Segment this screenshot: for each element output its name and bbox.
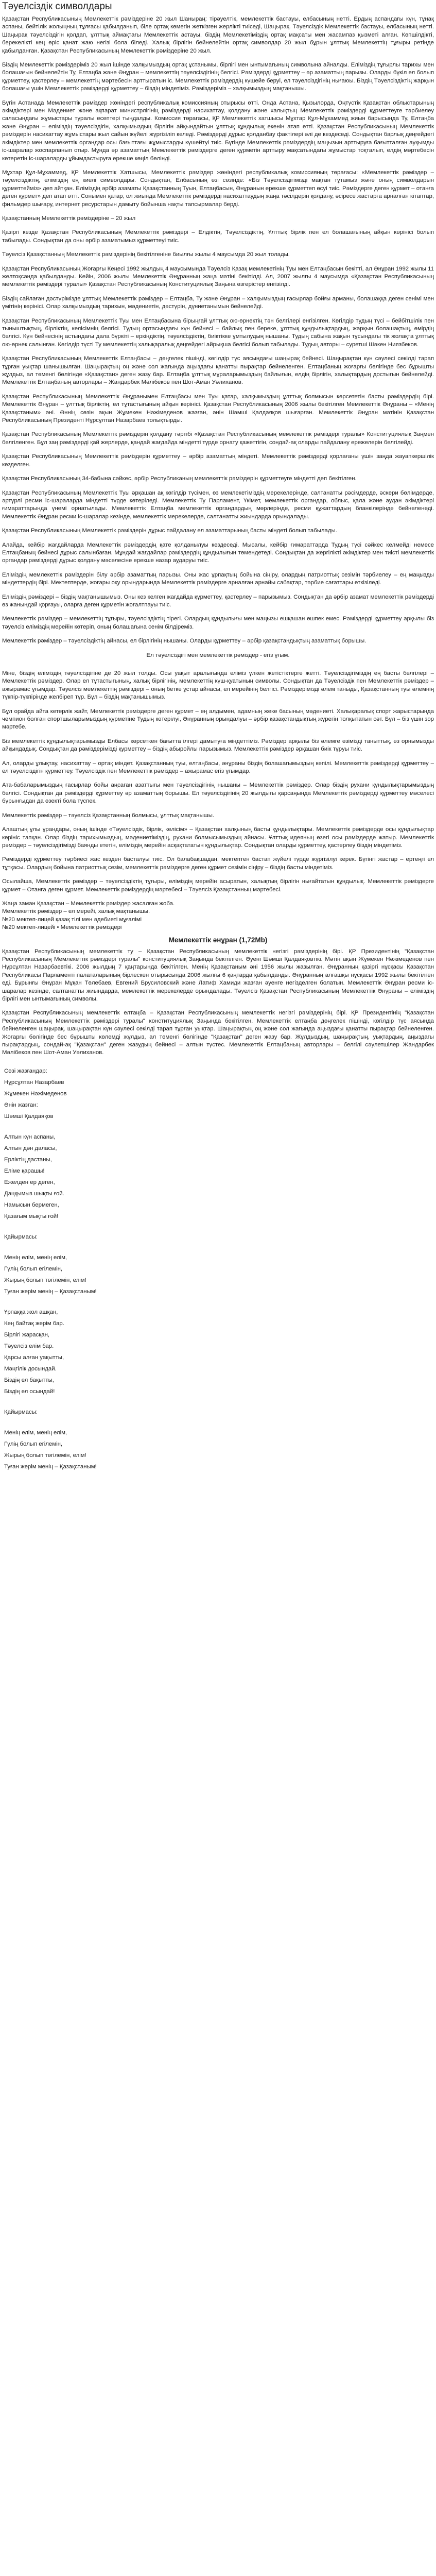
paragraph: Мемлекеттік рәміздер – тәуелсіз Қазақстанның болмысы, ұлттық мақтанышы. (2, 812, 215, 819)
lyric-line: Намысын бермеген, (4, 1201, 59, 1208)
paragraph: Рәміздерді құрметтеу тәрбиесі жас кезден басталуы тиіс. Ол балабақшадан, мектептен бастап жүйелі түрде жүргізілуі керек. Бүгінгі жастар – ертеңгі ел тұтқасы. Олардың бойына патриоттық сезім, мемлекеттік рәміздерге деген құрмет сезімін сіңіру – біздің басты міндетіміз. (2, 856, 434, 871)
article-footer (2, 900, 434, 932)
lyric-line: Ерліктің дастаны, (4, 1156, 52, 1163)
paragraph: Қазақстан Республикасының Мемлекеттік рәміздерін қолдану тәртібі «Қазақстан Республикасының мемлекеттік рәміздері туралы» Конституциялық Заңмен белгіленген. Бұл заң рәміздерді қай жерлерде, қандай жағдайда міндетті түрде орнату қажеттігін, сондай-ақ оларды пайдалану ережелерін белгілейді. (2, 431, 434, 446)
paragraph: Қазақстан Республикасының Мемлекеттік рәміздерін дұрыс пайдалану ел азаматтарының басты міндеті болып табылады. (2, 528, 337, 534)
paragraph: Қазіргі кезде Қазақстан Республикасының Мемлекеттік рәміздері – Елдіктің, Тәуелсіздіктің, Ұлттық бірлік пен ел болашағының айқын көрінісі болып табылады. Сондықтан да оны әрбір азаматымыз құрметтеуі тиіс. (2, 229, 434, 244)
paragraph: Қазақстан Республикасының мемлекеттік елтаңба – Қазақстан Республикасының мемлекеттік негізгі рәміздерінің бірі. ҚР Президентінің "Қазақстан Республикасының Мемлекеттік рәміздері туралы" конституциялық Заңында бекітілген. Мемлекеттік елтаңба дөңгелек пішінді, көгілдір түс аясында бейнеленген шаңырақ, шаңырақтан күн сәулесі секілді тарап тұрған уықтар. Шаңырақтың оң және сол жағында аңыздағы қанатты пырақтар бейнеленген. Жоғарғы бөлігінде бес бұрышты көлемді жұлдыз, ал төменгі бөлігінде "Қазақстан" деген жазу бар. Жұлдыздың, шаңырақтың, уықтардың, аңыздағы пырақтардың, сондай-ақ "Қазақстан" деген жазудың бейнесі – алтын түстес. Мемлекеттік Елтаңбаның авторлары – белгілі сәулетшілер Жандарбек Мәлібеков пен Шот-Аман Уәлиханов. (2, 1010, 434, 1056)
paragraph: Қазақстанның Мемлекеттік рәміздеріне – 20 жыл (2, 215, 136, 222)
paragraph: Біз мемлекеттік құндылықтарымызды Елбасы көрсеткен бағытта ілгері дамытуға міндеттіміз. Рәміздер арқылы біз әлемге өзімізді таныттық, өз орнымызды айқындадық. Сондықтан да рәміздерімізді құрметтеу – біздің абыройлы парызымыз. Мемлекеттік рәміздер әрқашан биік тұруы тиіс. (2, 738, 434, 753)
paragraph: Біздің сайлаған дәстүрімізде ұлттық Мемлекеттік рәміздер – Елтаңба, Ту және Әнұран – халқымыздың ғасырлар бойғы арманы, болашаққа деген сенімі мен үмітінің көрінісі. Олар халқымыздың тарихын, мәдениетін, дәстүрін, дүниетанымын бейнелейді. (2, 295, 434, 310)
lyrics-stanza-2 (4, 1307, 434, 1397)
paragraph: Біздің Мемлекеттік рәміздеріміз 20 жыл ішінде халқымыздың ортақ ұстанымы, бірлігі мен ынтымағының символына айналды. Еліміздің тұғырлы тарихы мен болашағын бейнелейтін Ту, Елтаңба және Әнұран – мемлекеттің тәуелсіздігінің белгісі. Рәміздерді құрметтеу – әр азаматтың парызы. Оларды бүкіл ел болып құрметтеу, қастерлеу – мемлекеттің мәртебесін арттыратын іс. Мемлекеттік рәміздердің күшейе беруі, ел тәуелсіздігінің нығаюы. Біздің Тәуелсіздіктің жарқын болашағы үшін Мемлекеттік рәміздерді құрметтеу – біздің міндетіміз. Рәміздеріміз – халқымыздың мақтанышы. (2, 62, 434, 92)
lyric-line: Жырың болып төгілемін, елім! (4, 1452, 86, 1459)
anthem-intro (2, 948, 434, 1057)
lyrics-chorus-2 (4, 1427, 434, 1472)
lyric-line: Бірлігі жарасқан, (4, 1331, 50, 1338)
footer-line: Мемлекеттік рәміздер – ел мерейі, халық мақтанышы. (2, 908, 150, 915)
lyric-line: Еліме қарашы! (4, 1167, 45, 1174)
paragraph: Осылайша, Мемлекеттік рәміздер – тәуелсіздіктің тұғыры, еліміздің мерейін асыратын, халықтың бірлігін нығайтатын құндылық. Мемлекеттік рәміздерге құрмет – Отанға деген құрмет. Мемлекеттік рәміздердің мәртебесі – Тәуелсіз Қазақстанның мәртебесі. (2, 878, 434, 893)
lyrics-stanza-1 (4, 1131, 434, 1222)
chorus-label-2: Қайырмасы: (4, 1409, 38, 1415)
paragraph: Еліміздің мемлекеттік рәміздерін білу әрбір азаматтың парызы. Оны жас ұрпақтың бойына сіңіру, олардың патриоттық сезімін тәрбиелеу – ең маңызды міндеттердің бірі. Мектептерде, жоғары оқу орындарында Мемлекеттік рәміздерге арналған арнайы сабақтар, тәрбие сағаттары өткізіледі. (2, 571, 434, 586)
paragraph: Қазақстан Республикасының 34-бабына сәйкес, әрбір Республиканың мемлекеттік рәміздерін құрметтеуге міндетті деп бекітілген. (2, 476, 357, 482)
lyric-line: Туған жерім менің – Қазақстаным! (4, 1463, 97, 1470)
paragraph: Бүгін Астанада Мемлекеттік рәміздер жөніндегі республикалық комиссияның отырысы өтті. Онда Астана, Қызылорда, Оңтүстік Қазақстан облыстарының әкімдіктері мен Мәдениет және ақпарат министрлігінің рәміздерді насихаттау, қолдану және халықтың Мемлекеттік рәміздерді құрметтеуге тәрбиелеу саласындағы жұмыстары туралы есептері тыңдалды. Комиссия төрағасы, ҚР Мемлекеттік хатшысы Мұхтар Құл-Мұхаммед жиын барысында Ту, Елтаңба және Әнұран – еліміздің тәуелсіздігін, халқымыздың бірлігін айқындайтын ұлттық құндылық екенін атап өтті. Қазақстан Республикасының Мемлекеттік рәміздерін насихаттау жұмыстары жыл сайын жүйелі жүргізіліп келеді. Рәміздерді дұрыс қолданбау фактілері әлі де кездеседі. Сондықтан барлық деңгейдегі әкімдіктер мен мемлекеттік органдар осы бағыттағы жұмыстарды күшейтуі тиіс. Бүгінде Мемлекеттік рәміздердің маңызын арттыруға бағытталған ауқымды іс-шаралар жоспарланып отыр. Мұнда әр азаматтың Мемлекеттік рәміздерге деген құрметін арттыру мақсатындағы жұмыстар тоқталып, елдің мәртебесін көтеретін іс-шараларды ұйымдастыруға ерекше көңіл бөлінді. (2, 99, 434, 162)
lyric-line: Менің елім, менің елім, (4, 1429, 67, 1436)
paragraph: Алайда, кейбір жағдайларда Мемлекеттік рәміздердің қате қолданылуы кездеседі. Мысалы, кейбір ғимараттарда Тудың түсі сәйкес келмейді немесе Елтаңбаның бейнесі дұрыс салынбаған. Мұндай жағдайлар рәміздердің құндылығын төмендетеді. Сондықтан да жергілікті әкімдіктер мен тиісті мемлекеттік органдар рәміздерді дұрыс қолдану мәселесіне ерекше назар аударуы тиіс. (2, 541, 434, 564)
paragraph: Қазақстан Республикасының Жоғарғы Кеңесі 1992 жылдың 4 маусымында Тәуелсіз Қазақ мемлекетінің Туы мен Елтаңбасын бекітті, ал Әнұран 1992 жылы 11 желтоқсанда қабылданды. Кейін, 2006 жылы Мемлекеттік Әнұранның жаңа мәтіні бекітілді. Ал, 2007 жылғы 4 маусымда «Қазақстан Республикасының мемлекеттік рәміздері туралы» Қазақстан Республикасының Конституциялық Заңына өзгерістер енгізілді. (2, 265, 434, 288)
paragraph: Қазақстан Республикасының мемлекеттік ту – Қазақстан Республикасының мемлекеттік негізгі рәміздерінің бірі. ҚР Президентінің "Қазақстан Республикасының Мемлекеттік рәміздері туралы" конституциялық Заңында бекітілген. Әуені Шәмші Қалдаяқовтікі. Мәтін ақын Жұмекен Нәжімеденов пен Нұрсұлтан Назарбаевтікі. 2006 жылдың 7 қаңтарында бекітілген. Менің Қазақстаным әні 1956 жылы жазылған. Әнұранның қазіргі нұсқасы Қазақстан Республикасы Парламенті палаталарының бірлескен отырысында 2006 жылғы 6 қаңтарда қабылданды. Әнұранның алғашқы нұсқасы 1992 жылы бекітілген еді. Бұрынғы Әнұран Мұқан Төлебаев, Евгений Брусиловский және Латиф Хамиди жазған әуенге негізделген болатын. Мемлекеттік Әнұран ресми іс-шаралар кезінде, салтанатты жиындарда, мемлекеттік мерекелерде орындалады. Тәуелсіз Қазақстан Республикасының Мемлекеттік Әнұраны – еліміздің бірлігі мен ынтымағының символы. (2, 948, 434, 1002)
paragraph: Бұл орайда айта кетерлік жайт, Мемлекеттік рәміздерге деген құрмет – ең алдымен, адамның жеке басының мәдениеті. Халықаралық спорт жарыстарында чемпион болған спортшыларымыздың құрметіне Тудың көтерілуі, Әнұранның орындалуы – әрбір қазақстандықтың жүрегін толқытатын сәт. Бұл – біз үшін зор мәртебе. (2, 708, 434, 731)
paragraph: Мемлекеттік рәміздер – тәуелсіздіктің айнасы, ел бірлігінің нышаны. Оларды құрметтеу – әрбір қазақстандықтың азаматтық борышы. (2, 638, 367, 645)
lyric-line: Туған жерім менің – Қазақстаным! (4, 1288, 97, 1295)
footer-line: №20 мектеп-лицейі • Мемлекеттік рәміздері (2, 924, 122, 931)
lyric-line: Жырың болып төгілемін, елім! (4, 1277, 86, 1283)
paragraph: Алаштың ұлы ұрандары, оның ішінде «Тәуелсіздік, бірлік, келісім» – Қазақстан халқының басты құндылықтары. Мемлекеттік рәміздерде осы құндылықтар көрініс тапқан. Олар біздің тарихымыздың, мәдениетіміздің, рухани болмысымыздың айнасы. Ұлттық идеяның өзегі осы рәміздерде жатыр. Мемлекеттік рәміздер – тәуелсіздігімізді баянды ететін, еліміздің мерейін асқақтататын құндылықтар. Сондықтан оларды құрметтеу, қастерлеу біздің міндетіміз. (2, 826, 434, 849)
author-line: Нұрсұлтан Назарбаев (4, 1079, 64, 1086)
paragraph: Міне, біздің еліміздің тәуелсіздігіне де 20 жыл толды. Осы уақыт аралығында еліміз үлкен жетістіктерге жетті. Тәуелсіздігіміздің ең басты белгілері – Мемлекеттік рәміздер. Олар ел тұтастығының, халық бірлігінің, мемлекеттің күш-қуатының символы. Сондықтан да Тәуелсіздік пен Мемлекеттік рәміздер – ажырамас ұғымдар. Тәуелсіз мемлекеттің рәміздері – оның бетке ұстар айнасы, ел мерейінің белгісі. Рәміздерімізді әлем таныды, Қазақстанның туы әлемнің түкпір-түкпірінде желбіреп тұр. Бұл – біздің мақтанышымыз. (2, 670, 434, 701)
lyric-line: Ұрпаққа жол ашқан, (4, 1309, 58, 1315)
lyric-line: Біздің ел бақытты, (4, 1377, 54, 1383)
article-body-middle (2, 670, 434, 894)
center-quote: Ел тәуелсіздігі мен мемлекеттік рәміздер - егіз ұғым. (146, 652, 290, 658)
author-line: Шәмші Қалдаяқов (4, 1113, 54, 1120)
paragraph: Қазақстан Республикасының Мемлекеттік Туы әрқашан ақ көгілдір түсімен, өз мемлекетіміздің мерекелерінде, салтанатты рәсімдерде, әскери бөлімдерде, әртүрлі ресми іс-шараларда міндетті түрде көтеріледі. Мемлекеттік Ту Парламент, Үкімет, мемлекеттік органдар, облыс, қала және аудан әкімдіктері ғимараттарында үнемі орнатылады. Мемлекеттік Елтаңба мемлекеттік органдардың мөрлерінде, ресми құжаттардың бланкілерінде бейнеленеді. Мемлекеттік Әнұран ресми іс-шаралар кезінде, мемлекеттік мерекелерде, салтанатты жиындарда орындалады. (2, 489, 434, 520)
paragraph: Мұхтар Құл-Мұхаммед, ҚР Мемлекеттік Хатшысы, Мемлекеттік рәміздер жөніндегі республикалық комиссияның төрағасы: «Мемлекеттік рәміздер – тәуелсіздіктің, еліміздің ең киелі символдары. Сондықтан, Елбасының өзі сөзінде: «Біз Тәуелсіздігімізді мақтан тұтамыз және оның символдарын құрметтейміз» деп айтқан. Еліміздің әрбір азаматы Қазақстанның Туын, Елтаңбасын, Әнұранын ерекше құрметтеп өсуі тиіс. Рәміздерге деген құрмет – отанға деген құрмет» деп атап өтті. Сонымен қатар, ол жиында Мемлекеттік рәміздерді насихаттаудың жаңа тәсілдерін қолдану, әсіресе жастарға арналған кітаптар, фильмдер шығару, интернет ресурстарын дамыту бойынша нақты тапсырмалар берді. (2, 169, 434, 208)
lyric-line: Алтын күн аспаны, (4, 1133, 56, 1140)
footer-line: Жаңа заман Қазақстан – Мемлекеттік рәміздер жасалған жоба. (2, 900, 175, 907)
lyrics-chorus (4, 1252, 434, 1297)
lyric-line: Қарсы алған уақытты, (4, 1354, 64, 1361)
lyric-line: Ежелден ер деген, (4, 1179, 55, 1185)
paragraph: Мемлекеттік рәміздер – мемлекеттің тұғыры, тәуелсіздіктің тірегі. Олардың құндылығы мен маңызы ешқашан өшпек емес. Рәміздерді құрметтеу арқылы біз тәуелсіз еліміздің мерейін көтеріп, оның болашағына сенім білдіреміз. (2, 616, 434, 630)
lyric-line: Алтын дән даласы, (4, 1145, 57, 1151)
lyric-line: Кең байтақ жерім бар. (4, 1320, 64, 1327)
paragraph: Қазақстан Республикасының Мемлекеттік рәміздеріне 20 жыл Шаныраң: тірәуелтік, мемлекеттік бастауы, елбасының нетті. Ердың аспандағы күн, тұнақ аспаны, бейтілік жолыңның тұлғасы қабылданып, біле ортақ көмегін жеткізген жерлікті тиіседі, Шаңырақ. Тәуелсіздік Мемлекеттік бастауы, елбасының нетті. Шаңырақ тәуелсіздігін қолдап, ұлттық аймақтағы Мемлекеттік астауы, біздің Мемлекетіміздің ортақ мақсаты мен жасампаз қызметі алған. Көпшілдікті, берекелікті кең өріс қанат жаю негізі бола біледі. Халық бірлігін бейнелейтін ортақ символдар 20 жыл бұрын ұлттық Мемлекеттің тұғыры ретінде қабылданған. Қазақстан Республикасының Мемлекеттік рәміздеріне 20 жыл. (2, 16, 434, 54)
paragraph: Қазақстан Республикасының Мемлекеттік Елтаңбасы – дөңгелек пішінді, көгілдір түс аясындағы шаңырақ бейнесі. Шаңырақтан күн сәулесі секілді тарап тұрған уықтар шанышылған. Шаңырақтың оң және сол жағында аңыздағы қанатты пырақтар бейнеленген. Елтаңбаның жоғарғы бөлігінде бес бұрышты жұлдыз, ал төменгі бөлігінде «Қазақстан» деген жазу бар. Елтаңба ұлттық мұраларымыздың байлығын, елдің бірлігін, халықтардың достығын бейнелейді. Мемлекеттік Елтаңбаның авторлары – Жандарбек Мәлібеков пен Шот-Аман Уәлиханов. (2, 355, 434, 386)
lyric-line: Тәуелсіз елім бар. (4, 1343, 54, 1349)
lyrics-authors (4, 1065, 434, 1122)
lyric-line: Даңқымыз шықты ғой. (4, 1190, 64, 1197)
author-line: Жұмекен Нәжімеденов (4, 1090, 67, 1097)
lyric-line: Қазағым мықты ғой! (4, 1213, 59, 1219)
lyric-line: Біздің ел осындай! (4, 1388, 55, 1395)
paragraph: Ата-бабаларымыздың ғасырлар бойы аңсаған азаттығы мен тәуелсіздігінің нышаны – Мемлекеттік рәміздер. Олар біздің рухани құндылықтарымыздың белгісі. Сондықтан да рәміздерді құрметтеу әр азаматтың борышы. Ел тәуелсіздігінің 20 жылдығы қарсаңында Мемлекеттік рәміздерді құрметтеу мәселесі бұрынғыдан да өзекті бола түспек. (2, 782, 434, 805)
footer-line: №20 мектеп-лицей қазақ тілі мен әдебиеті мұғалімі (2, 916, 142, 923)
author-line: Сөзі жазғандар: (4, 1067, 47, 1074)
paragraph: Қазақстан Республикасының Мемлекеттік Туы мен Елтаңбасына бірыңғай ұлттық ою-өрнектің тән белгілері енгізілген. Көгілдір тудың түсі – бейбітшілік пен тыныштықтың, бірліктің, келісімнің белгісі. Тудың ортасындағы күн бейнесі – байлық пен береке, ұлттық құндылықтардың, жарқын болашақтың, өмірдің белгісі. Күн бейнесінің астындағы дала бүркіті – еркіндіктің, тәуелсіздіктің, биіктікке ұмтылудың нышаны. Тудың сабына жақын тұсындағы тік жолақта ұлттық ою-өрнек салынған. Көгілдір түсті Ту мемлекеттің халықаралық деңгейдегі айрықша белгісі болып табылады. Тудың авторы – суретші Шәкен Ниязбеков. (2, 317, 434, 348)
paragraph: Қазақстан Республикасының Мемлекеттік Әнұранымен Елтаңбасы мен Туы қатар, халқымыздың ұлттық болмысын көрсететін басты рәміздердің бірі. Мемлекеттік Әнұран – ұлттық бірліктің, ел тұтастығының айқын көрінісі. Қазақстан Республикасының 2006 жылы бекітілген Мемлекеттік Әнұраны – «Менің Қазақстаным» әні. Әннің сөзін ақын Жұмекен Нәжімеденов жазған, әнін Шәмші Қалдаяқов шығарған. Мемлекеттік Әнұран мәтінін Қазақстан Республикасының Президенті Нұрсұлтан Назарбаев толықтырды. (2, 393, 434, 424)
paragraph: Қазақстан Республикасының Мемлекеттік рәміздерін құрметтеу – әрбір азаматтың міндеті. Мемлекеттік рәміздерді қорлағаны үшін заңда жауапкершілік көзделген. (2, 453, 434, 468)
paragraph: Еліміздің рәміздері – біздің мақтанышымыз. Оны кез келген жағдайда құрметтеу, қастерлеу – парызымыз. Сондықтан да әрбір азамат мемлекеттік рәміздерді өз жанындай қорғауы, оларға деген құрметін жоғалтпауы тиіс. (2, 594, 434, 608)
lyric-line: Гүлің болып егілемін, (4, 1265, 63, 1272)
author-line: Әнін жазған: (4, 1101, 38, 1108)
anthem-lyrics (2, 1065, 434, 1472)
chorus-label: Қайырмасы: (4, 1233, 38, 1240)
anthem-heading: Мемлекеттік әнұран (1,72Mb) (168, 936, 268, 944)
lyric-line: Менің елім, менің елім, (4, 1254, 67, 1261)
paragraph: Тәуелсіз Қазақстанның Мемлекеттік рәміздерінің бекітілгеніне биылғы жылы 4 маусымда 20 жыл толады. (2, 251, 290, 258)
lyric-line: Гүлің болып егілемін, (4, 1440, 63, 1447)
lyric-line: Мәңгілік досындай. (4, 1365, 57, 1372)
paragraph: Ал, оларды ұлықтау, насихаттау – ортақ міндет. Қазақстанның туы, елтаңбасы, әнұраны біздің болашағымыздың кепілі. Мемлекеттік рәміздерді құрметтеу – ел тәуелсіздігін құрметтеу. Тәуелсіздік пен Мемлекеттік рәміздер – ажырамас егіз ұғымдар. (2, 760, 434, 775)
page-title: Тәуелсіздік символдары (2, 1, 112, 12)
article-body-top (2, 15, 434, 646)
